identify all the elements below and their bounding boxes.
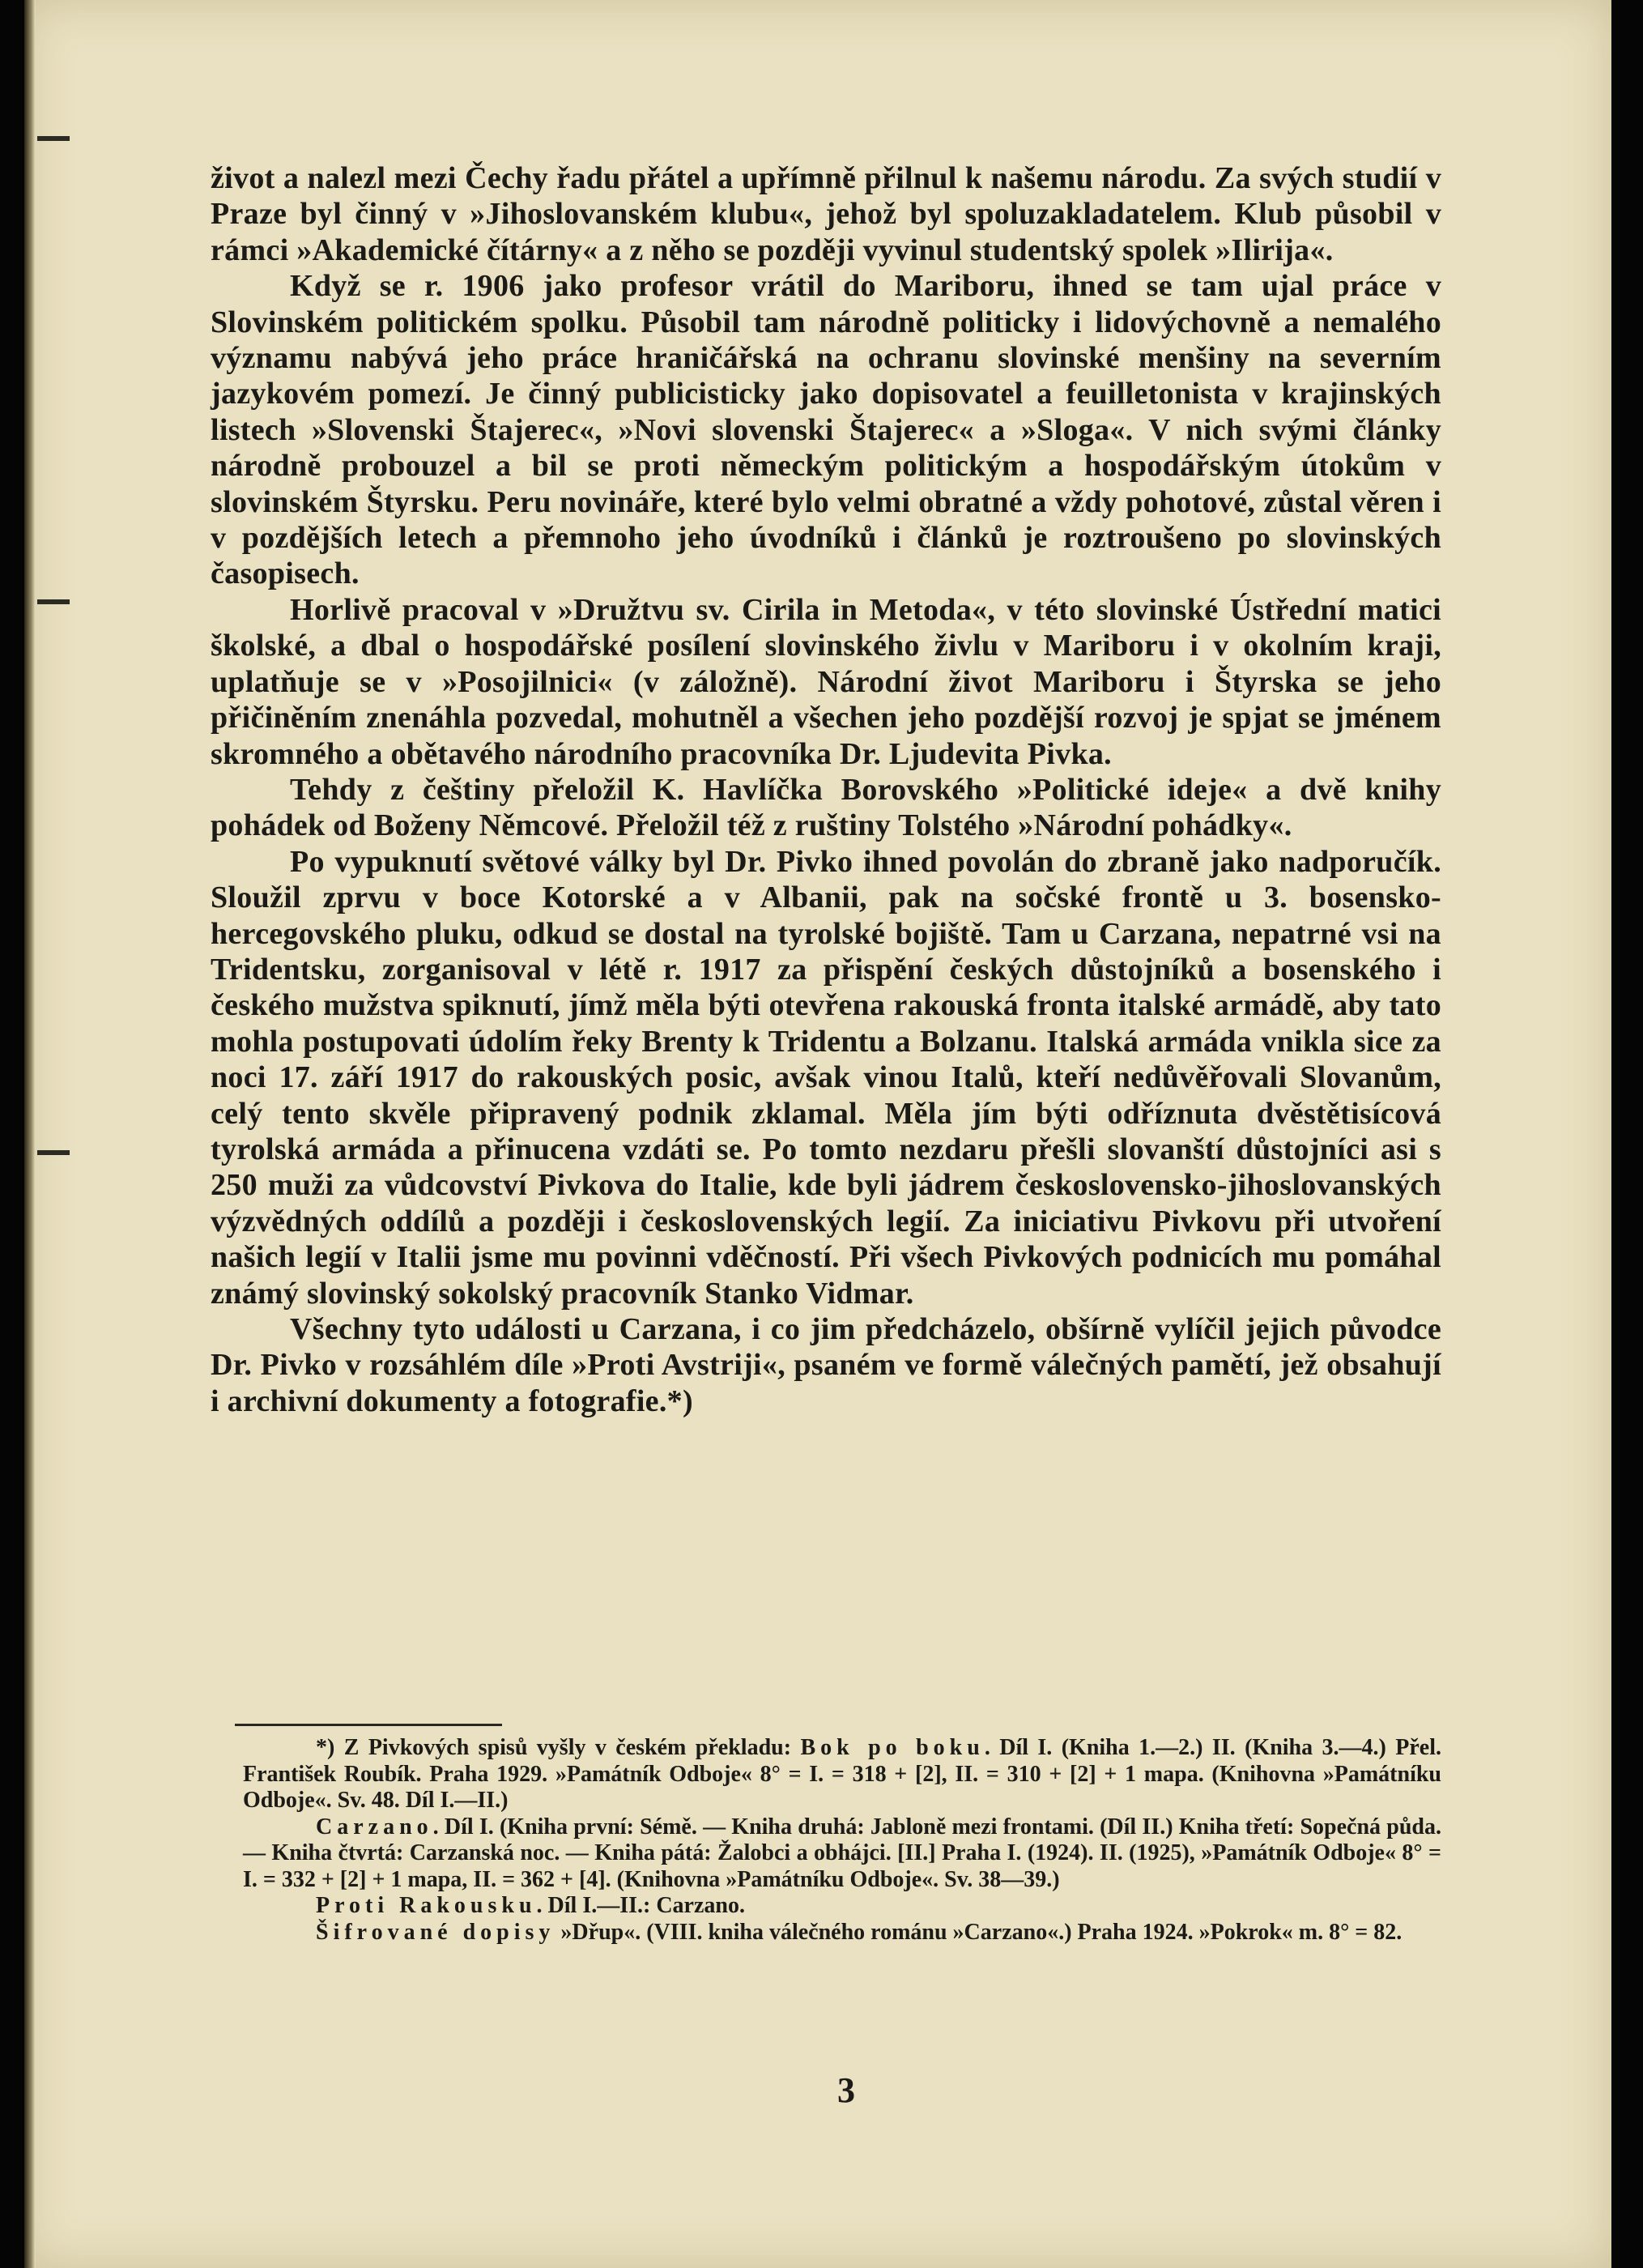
footnotes bbox=[243, 1735, 1441, 1946]
footnote-entry bbox=[243, 1893, 1441, 1920]
footnote-text: . Díl I. (Kniha první: Sémě. — Kniha druhá: Jabloně mezi frontami. (Díl II.) Kniha třetí: Sopečná půda. — Kniha čtvrtá: Carzanská noc. — Kniha pátá: Žalobci a obhájci. [II.] Praha I. (1924). II. (1925), »Památník Odboje« 8° = I. = 332 + [2] + 1 mapa, II. = 362 + [4]. (Knihovna »Památníku Odboje«. Sv. 38—39.) bbox=[243, 1814, 1441, 1892]
page-number: 3 bbox=[837, 2070, 855, 2110]
paragraph: Všechny tyto události u Carzana, i co jim předcházelo, obšírně vylíčil jejich původce Dr. Pivko v rozsáhlém díle »Proti Avstriji«, psaném ve formě válečných pamětí, jež obsahují i archivní dokumenty a fotografie.*) bbox=[211, 1312, 1441, 1418]
paragraph: Tehdy z češtiny přeložil K. Havlíčka Borovského »Politické ideje« a dvě knihy pohádek od Boženy Němcové. Přeložil též z ruštiny Tolstého »Národní pohádky«. bbox=[211, 772, 1441, 843]
footnote-title: Šifrované dopisy bbox=[316, 1919, 555, 1945]
footnote-text: »Dřup«. (VIII. kniha válečného románu »Carzano«.) Praha 1924. »Pokrok« m. 8° = 82. bbox=[555, 1919, 1403, 1945]
footnote-divider bbox=[235, 1724, 502, 1726]
footnote-title: Proti Rakousku bbox=[316, 1893, 537, 1918]
book-page bbox=[24, 0, 1611, 2268]
footnote-entry bbox=[243, 1735, 1441, 1814]
paragraph: život a nalezl mezi Čechy řadu přátel a upřímně přilnul k našemu národu. Za svých studií v Praze byl činný v »Jihoslovanském klubu«, jehož byl spoluzakladatelem. Klub působil v rámci »Akademické čítárny« a z něho se později vyvinul studentský spolek »Ilirija«. bbox=[211, 161, 1441, 267]
footnote-text: . Díl I. (Kniha 1.—2.) II. (Kniha 3.—4.) Přel. František Roubík. Praha 1929. »Památník Odboje« 8° = I. = 318 + [2], II. = 310 + [2] + 1 mapa. (Knihovna »Památníku Odboje«. Sv. 48. Díl I.—II.) bbox=[243, 1735, 1441, 1813]
binding-mark bbox=[37, 136, 70, 141]
paragraph: Po vypuknutí světové války byl Dr. Pivko ihned povolán do zbraně jako nadporučík. Sloužil zprvu v boce Kotorské a v Albanii, pak na sočské frontě u 3. bosensko-hercegovského pluku, odkud se dostal na tyrolské bojiště. Tam u Carzana, nepatrné vsi na Tridentsku, zorganisoval v létě r. 1917 za přispění českých důstojníků a bosenského i českého mužstva spiknutí, jímž měla býti otevřena rakouská fronta italské armádě, aby tato mohla postupovati údolím řeky Brenty k Tridentu a Bolzanu. Italská armáda vnikla sice za noci 17. září 1917 do rakouských posic, avšak vinou Italů, kteří nedůvěřovali Slovanům, celý tento skvěle připravený podnik zklamal. Měla jím býti odříznuta dvěstětisícová tyrolská armáda a přinucena vzdáti se. Po tomto nezdaru přešli slovanští důstojníci asi s 250 muži za vůdcovství Pivkova do Italie, kde byli jádrem československo-jihoslovanských výzvědných oddílů a později i československých legií. Za iniciativu Pivkovu při utvoření našich legií v Italii jsme mu povinni vděčností. Při všech Pivkových podnicích mu pomáhal známý slovinský sokolský pracovník Stanko Vidmar. bbox=[211, 844, 1441, 1311]
book-spine bbox=[24, 0, 36, 2268]
footnote-title: Carzano bbox=[316, 1814, 433, 1840]
footnote-text: . Díl I.—II.: Carzano. bbox=[536, 1893, 745, 1918]
paragraph: Horlivě pracoval v »Družtvu sv. Cirila in Metoda«, v této slovinské Ústřední matici školské, a dbal o hospodářské posílení slovinského živlu v Mariboru i v okolním kraji, uplatňuje se v »Posojilnici« (v záložně). Národní život Mariboru i Štyrska se jeho přičiněním znenáhla pozvedal, mohutněl a všechen jeho pozdější rozvoj je spjat se jménem skromného a obětavého národního pracovníka Dr. Ljudevita Pivka. bbox=[211, 592, 1441, 771]
paragraph: Když se r. 1906 jako profesor vrátil do Mariboru, ihned se tam ujal práce v Slovinském politickém spolku. Působil tam národně politicky i lidovýchovně a nemalého významu nabývá jeho práce hraničářská na ochranu slovinské menšiny na severním jazykovém pomezí. Je činný publicisticky jako dopisovatel a feuilletonista v krajinských listech »Slovenski Štajerec«, »Novi slovenski Štajerec« a »Sloga«. V nich svými články národně probouzel a bil se proti německým politickým a hospodářským útokům v slovinském Štyrsku. Peru novináře, které bylo velmi obratné a vždy pohotové, zůstal věren i v pozdějších letech a přemnoho jeho úvodníků i článků je roztroušeno po slovinských časopisech. bbox=[211, 269, 1441, 591]
binding-mark bbox=[37, 1150, 70, 1155]
main-text bbox=[211, 160, 1441, 1419]
binding-mark bbox=[37, 599, 70, 604]
footnote-entry bbox=[243, 1920, 1441, 1946]
footnote-title: Bok po boku bbox=[800, 1735, 985, 1760]
footnote-text: *) Z Pivkových spisů vyšly v českém překladu: bbox=[316, 1735, 801, 1760]
footnote-entry bbox=[243, 1814, 1441, 1894]
